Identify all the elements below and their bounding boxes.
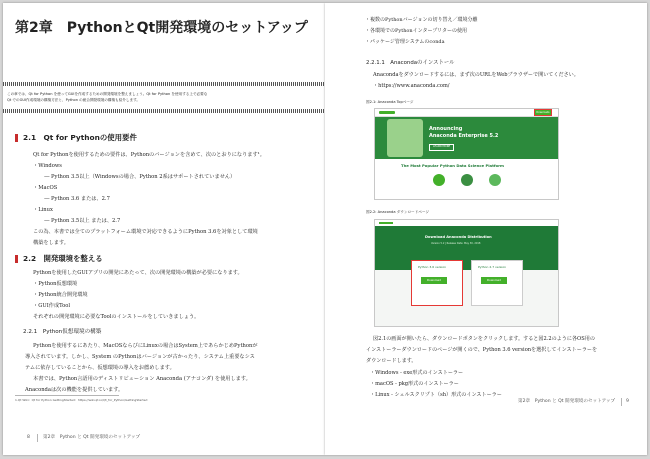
running-header: 第2章 Python と Qt 開発環境のセットアップ [43, 435, 141, 440]
chapter-title: 第2章 PythonとQt開発環境のセットアップ [15, 20, 308, 36]
downloads-button[interactable]: Downloads [536, 111, 550, 114]
footer-separator [621, 398, 622, 406]
anaconda-logo-icon [379, 222, 393, 224]
python27-card[interactable] [471, 260, 523, 306]
body-line: Anacondaは次の機能を提供しています。 [25, 387, 124, 393]
list-item: ・Linux - シェルスクリプト（sh）形式のインストーラー [370, 392, 502, 398]
page-number: 8 [27, 435, 30, 440]
figure-caption: 図2.2: Anaconda ダウンロードページ [366, 210, 429, 214]
banner-subtitle: Version 5.2 | Release Date: May 30, 2018 [431, 242, 481, 245]
section-title: 2.2 開発環境を整える [23, 254, 103, 263]
subsection-title: 2.2.1.1 Anacondaのインストール [366, 60, 455, 66]
list-item: ・各環境でのPythonインタープリターの使用 [365, 28, 468, 34]
hero-title: Announcing [429, 126, 463, 132]
list-item: ・MacOS [33, 185, 58, 191]
body-line: 構築をします。 [33, 240, 69, 246]
body-line: それぞれの開発環境に必要なToolのインストールをしていきましょう。 [33, 314, 200, 320]
body-line: この為、本書では全てのプラットフォーム環境で対応できるようにPython 3.6を対象として環境 [33, 229, 258, 235]
figure-caption: 図2.1: Anaconda Topページ [366, 100, 414, 104]
list-item: ・複数のPythonバージョンの切り替え／環境分離 [365, 17, 478, 23]
hero-banner [375, 117, 558, 159]
intro-divider-top [3, 82, 325, 86]
hero-learn-more-button[interactable]: LEARN MORE [429, 144, 454, 151]
body-line: Pythonを使用したGUIアプリの開発にあたって、次の開発環境の構築が必要になります。 [33, 270, 243, 276]
list-subitem: ― Python 3.5以上 または、2.7 [39, 218, 121, 224]
footer-separator [37, 434, 38, 442]
list-item: ・Linux [33, 207, 53, 213]
download-button[interactable]: Download [421, 277, 447, 284]
feature-icon [433, 174, 445, 186]
body-line: Pythonを使用するにあたり、MacOSならびにLinuxの場合はSystem上であらかじめPythonが [33, 343, 258, 349]
url-item: ・https://www.anaconda.com/ [373, 83, 450, 89]
site-nav [375, 109, 558, 117]
hero-subtitle: Anaconda Enterprise 5.2 [429, 133, 499, 139]
card-title: Python 3.6 version [418, 265, 447, 269]
body-line: 導入されています。しかし、System のPythonはバージョンが古かったり、システム上重要なシス [25, 354, 255, 360]
banner-title: Download Anaconda Distribution [425, 235, 492, 239]
card-title: Python 2.7 version [478, 265, 507, 269]
hero-illustration-icon [387, 119, 423, 157]
list-item: ・GUI作成Tool [33, 303, 71, 309]
python36-card[interactable] [411, 260, 463, 306]
body-line: Qt for Pythonを使用するための要件は、Pythonのバージョンを含めて、次のとおりになります¹。 [33, 152, 265, 158]
list-item: ・Python仮想環境 [33, 281, 78, 287]
list-item: ・macOS - pkg形式のインストーラー [370, 381, 459, 387]
list-item: ・Python統合開発環境 [33, 292, 88, 298]
body-line: テムに依存していることから、仮想環境の導入をお薦めします。 [25, 365, 175, 371]
right-page [325, 3, 647, 455]
intro-line: Qt でのGUI作成環境の構築方法と、Python の統合開発環境の構築も紹介します。 [7, 98, 140, 102]
anaconda-logo-icon [379, 111, 395, 114]
body-line: Anacondaをダウンロードするには、まず次のURLをWebブラウザーで開いてください。 [373, 72, 579, 78]
section-title: 2.1 Qt for Pythonの使用要件 [23, 133, 137, 142]
running-header: 第2章 Python と Qt 開発環境のセットアップ [518, 399, 616, 404]
body-line: インストーラーダウンロードのページが開くので、Python 3.6 versionを選択してインストーラーを [366, 347, 598, 353]
list-subitem: ― Python 3.5以上（Windowsの場合、Python 2系はサポートされていません） [39, 174, 236, 180]
download-banner [375, 226, 558, 270]
platform-headline: The Most Popular Python Data Science Platform [401, 163, 504, 168]
list-item: ・Windows - exe形式のインストーラー [370, 370, 464, 376]
download-button[interactable]: Download [481, 277, 507, 284]
footnote: 1.Qt Wiki：Qt for Python GettingStarted：https://wiki.qt.io/Qt_for_Python/GettingStarted [15, 398, 148, 402]
body-line: 図2.1の画面が開いたら、ダウンロードボタンをクリックします。すると図2.2のように各OS用の [373, 336, 595, 342]
feature-icon [489, 174, 501, 186]
anaconda-top-screenshot [374, 108, 559, 200]
list-subitem: ― Python 3.6 または、2.7 [39, 196, 110, 202]
body-line: ダウンロードします。 [366, 358, 417, 364]
intro-line: この章では、Qt for Python を使ってGUIを作成するための開発環境を整えましょう。Qt for Python を使用する上で必要な [7, 92, 208, 96]
subsection-title: 2.2.1 Python仮想環境の構築 [23, 329, 102, 335]
feature-icon [461, 174, 473, 186]
footnote-rule [15, 395, 119, 396]
section-marker [15, 255, 18, 263]
page-number: 9 [626, 399, 629, 404]
list-item: ・Windows [33, 163, 62, 169]
body-line: 本書では、Python言語用のディストリビューション Anaconda (アナコンダ) を使用します。 [33, 376, 251, 382]
anaconda-download-screenshot [374, 219, 559, 327]
section-marker [15, 134, 18, 142]
left-page [3, 3, 325, 455]
list-item: ・パッケージ管理システムのconda [365, 39, 445, 45]
intro-divider-bottom [3, 109, 325, 113]
